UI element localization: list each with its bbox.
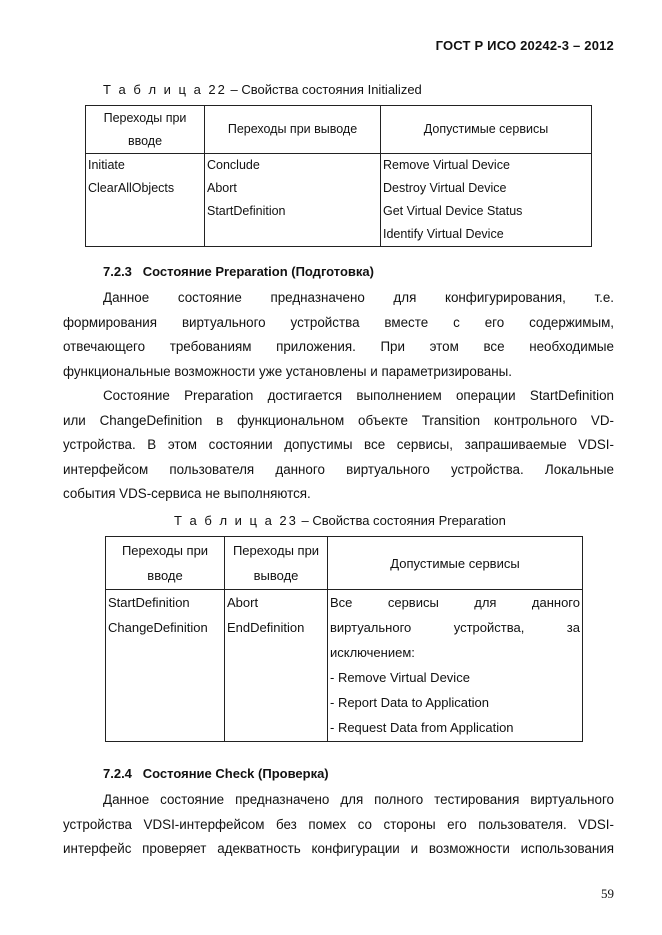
cell-line: Abort	[207, 181, 237, 195]
table-cell-output-transitions	[225, 590, 328, 742]
table-23	[105, 536, 583, 742]
cell-line: Abort	[227, 595, 259, 610]
table-cell-input-transitions	[86, 154, 205, 247]
cell-line: StartDefinition	[108, 595, 190, 610]
text-line: Состояние Preparation достигается выполнением операции StartDefinition	[103, 388, 614, 403]
cell-line: виртуального устройства, за	[330, 620, 580, 635]
table-header-row	[106, 537, 583, 590]
section-7-2-3-paragraph-2	[63, 384, 614, 507]
section-number: 7.2.4	[103, 766, 132, 781]
section-title: Состояние Check (Проверка)	[142, 766, 329, 781]
table-cell-allowed-services	[381, 154, 592, 247]
cell-line: Get Virtual Device Status	[383, 204, 523, 218]
table-row	[86, 154, 592, 247]
cell-line: Conclude	[207, 158, 260, 172]
page-number: 59	[601, 886, 614, 901]
table-23-caption	[174, 513, 506, 528]
text-line: интерфейсом пользователя данного виртуального устройства. Локальные	[63, 461, 614, 477]
table-header-cell: Переходы при выводе	[205, 106, 381, 154]
cell-line: EndDefinition	[227, 620, 305, 635]
text-line: Данное состояние предназначено для полного тестирования виртуального	[103, 792, 614, 807]
text-line: отвечающего требованиям приложения. При этом все необходимые	[63, 339, 614, 354]
cell-line: StartDefinition	[207, 204, 286, 218]
cell-line: - Request Data from Application	[330, 720, 514, 735]
table-header-row	[86, 106, 592, 154]
text-line: функциональные возможности уже установлены и параметризированы.	[63, 363, 512, 379]
table-cell-allowed-services	[328, 590, 583, 742]
text-line: или ChangeDefinition в функциональном объекте Transition контрольного VD-	[63, 412, 614, 428]
cell-line: Initiate	[88, 158, 125, 172]
text-line: устройства VDSI-интерфейсом без помех со стороны его пользователя. VDSI-	[63, 816, 614, 832]
text-line: интерфейс проверяет адекватность конфигурации и возможности использования	[63, 841, 614, 856]
cell-line: - Report Data to Application	[330, 695, 489, 710]
text-line: формирования виртуального устройства вместе с его содержимым,	[63, 314, 614, 330]
table-header-cell: Переходы при вводе	[106, 537, 225, 590]
section-7-2-4-paragraph-1	[63, 788, 614, 862]
table-22	[85, 105, 592, 247]
table-header-cell: Допустимые сервисы	[381, 106, 592, 154]
table-header-cell: Переходы при выводе	[225, 537, 328, 590]
section-7-2-3-paragraph-1	[63, 286, 614, 384]
cell-line: ChangeDefinition	[108, 620, 208, 635]
section-number: 7.2.3	[103, 264, 132, 279]
table-header-cell: Допустимые сервисы	[328, 537, 583, 590]
table-23-label: Т а б л и ц а 23	[174, 513, 298, 528]
table-22-label: Т а б л и ц а 22	[103, 82, 227, 97]
cell-line: Identify Virtual Device	[383, 227, 504, 241]
document-header: ГОСТ Р ИСО 20242-3 – 2012	[435, 38, 614, 53]
section-title: Состояние Preparation (Подготовка)	[142, 264, 374, 279]
section-7-2-3-heading	[103, 264, 374, 279]
table-22-caption	[103, 82, 422, 97]
text-line: Данное состояние предназначено для конфигурирования, т.е.	[103, 290, 614, 305]
cell-line: исключением:	[330, 645, 415, 660]
cell-line: - Remove Virtual Device	[330, 670, 470, 685]
table-row	[106, 590, 583, 742]
table-22-title: – Свойства состояния Initialized	[226, 82, 422, 97]
table-cell-input-transitions	[106, 590, 225, 742]
text-line: устройства. В этом состоянии допустимы все сервисы, запрашиваемые VDSI-	[63, 437, 614, 452]
cell-line: Все сервисы для данного	[330, 595, 580, 610]
cell-line: ClearAllObjects	[88, 181, 175, 195]
table-cell-output-transitions	[205, 154, 381, 247]
cell-line: Remove Virtual Device	[383, 158, 510, 172]
table-header-cell: Переходы при вводе	[86, 106, 205, 154]
cell-line: Destroy Virtual Device	[383, 181, 507, 195]
section-7-2-4-heading	[103, 766, 329, 781]
table-23-title: – Свойства состояния Preparation	[297, 513, 506, 528]
text-line: события VDS-сервиса не выполняются.	[63, 486, 311, 501]
